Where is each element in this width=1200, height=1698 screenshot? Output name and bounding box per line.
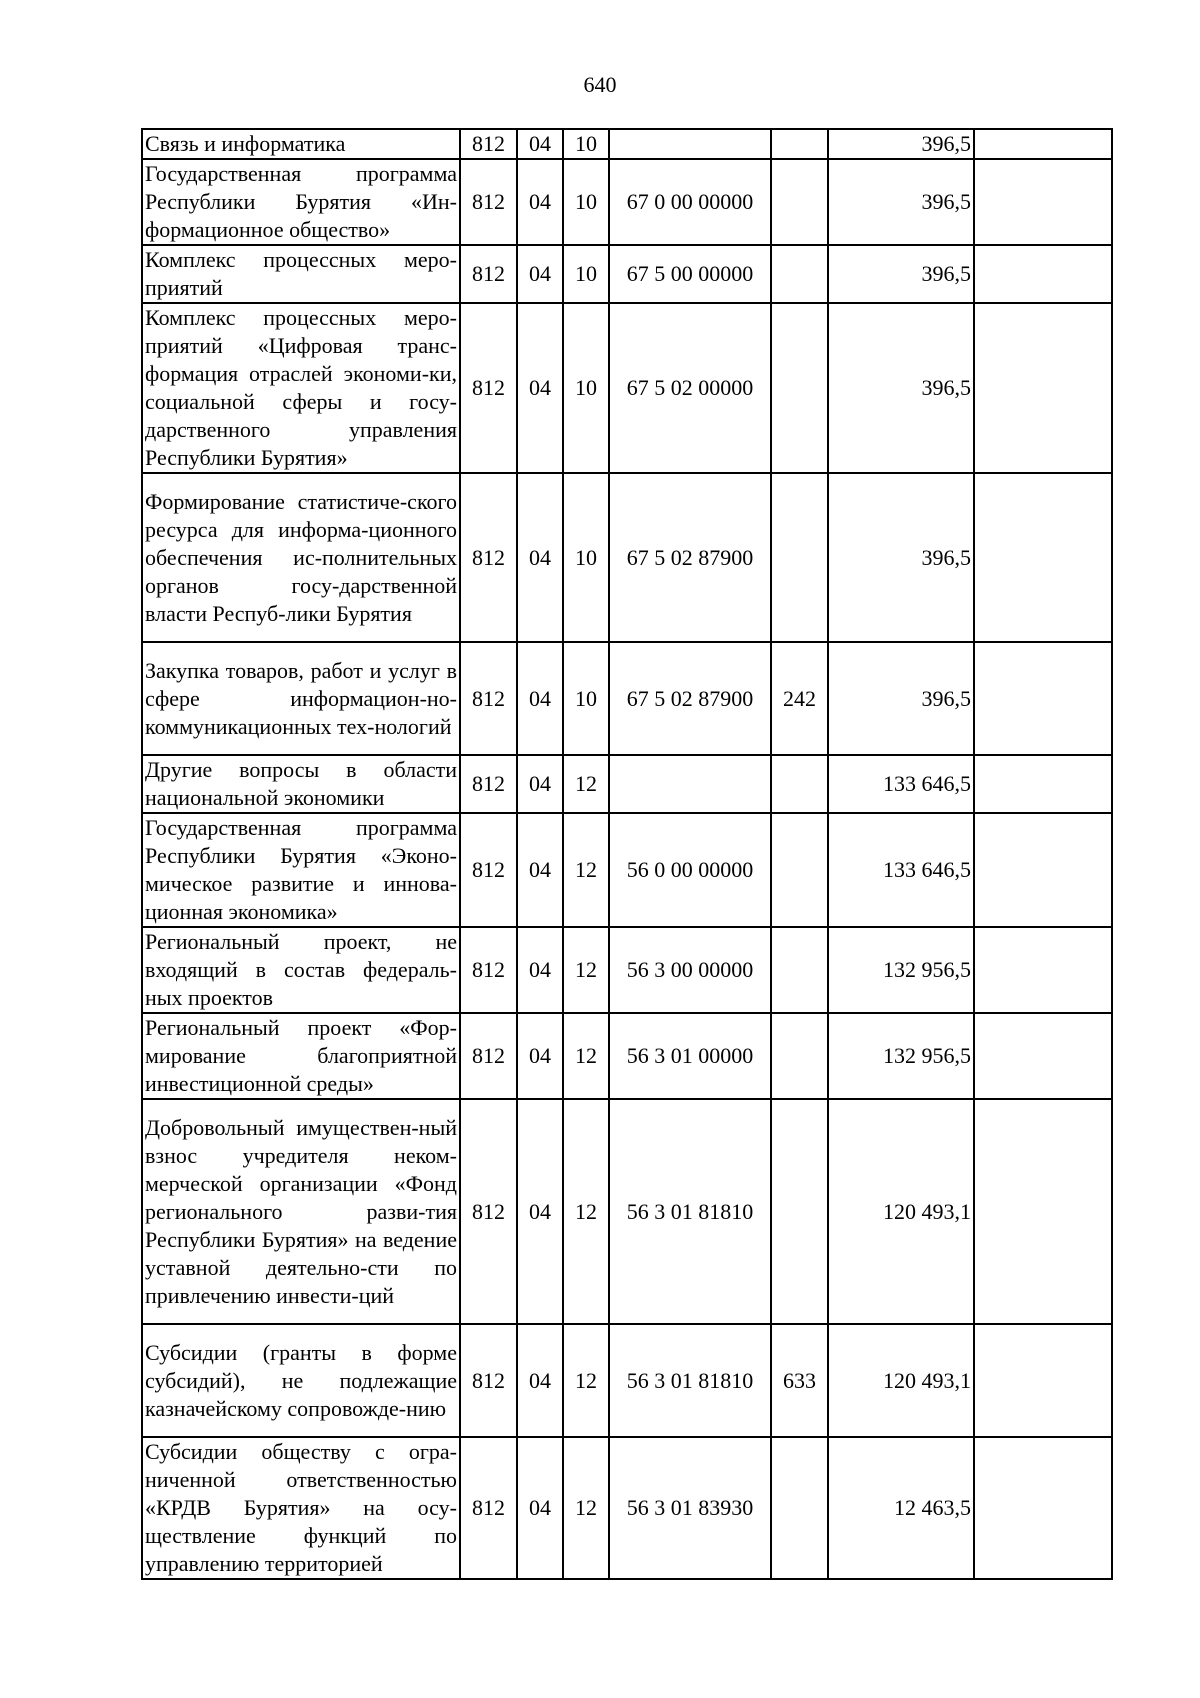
ministry-code-cell: 812 — [460, 813, 517, 927]
expense-type-cell — [771, 473, 828, 642]
target-article-cell: 67 5 02 87900 — [609, 473, 771, 642]
amount-cell: 396,5 — [828, 303, 974, 473]
budget-table — [141, 128, 1113, 1580]
section-code-cell: 04 — [517, 303, 563, 473]
ministry-code-cell: 812 — [460, 1099, 517, 1324]
ministry-code-cell: 812 — [460, 927, 517, 1013]
expense-type-cell — [771, 755, 828, 813]
table-body — [142, 129, 1112, 1579]
amount-cell: 396,5 — [828, 642, 974, 755]
section-code-cell: 04 — [517, 1324, 563, 1437]
table-row — [142, 245, 1112, 303]
expense-type-cell — [771, 129, 828, 159]
amount-cell: 396,5 — [828, 129, 974, 159]
extra-amount-cell — [974, 159, 1112, 245]
table-row — [142, 927, 1112, 1013]
target-article-cell: 67 5 02 87900 — [609, 642, 771, 755]
target-article-cell: 67 5 00 00000 — [609, 245, 771, 303]
table-row — [142, 1437, 1112, 1579]
ministry-code-cell: 812 — [460, 303, 517, 473]
ministry-code-cell: 812 — [460, 473, 517, 642]
target-article-cell: 56 3 01 81810 — [609, 1324, 771, 1437]
table-row — [142, 813, 1112, 927]
table-row — [142, 1013, 1112, 1099]
extra-amount-cell — [974, 1013, 1112, 1099]
row-name-cell: Закупка товаров, работ и услуг в сфере информацион-но-коммуникационных тех-нологий — [142, 642, 460, 755]
row-name-cell: Государственная программа Республики Бурятия «Эконо-мическое развитие и иннова-ционная экономика» — [142, 813, 460, 927]
subsection-code-cell: 10 — [563, 159, 609, 245]
expense-type-cell — [771, 1437, 828, 1579]
target-article-cell: 56 0 00 00000 — [609, 813, 771, 927]
ministry-code-cell: 812 — [460, 1324, 517, 1437]
section-code-cell: 04 — [517, 1437, 563, 1579]
expense-type-cell — [771, 245, 828, 303]
expense-type-cell — [771, 1013, 828, 1099]
target-article-cell: 56 3 01 00000 — [609, 1013, 771, 1099]
section-code-cell: 04 — [517, 245, 563, 303]
target-article-cell: 67 0 00 00000 — [609, 159, 771, 245]
ministry-code-cell: 812 — [460, 1437, 517, 1579]
subsection-code-cell: 12 — [563, 927, 609, 1013]
extra-amount-cell — [974, 245, 1112, 303]
row-name-cell: Государственная программа Республики Бурятия «Ин-формационное общество» — [142, 159, 460, 245]
row-name-cell: Комплекс процессных меро-приятий «Цифровая транс-формация отраслей экономи-ки, социальной сферы и госу-дарственного управления Республики Бурятия» — [142, 303, 460, 473]
amount-cell: 133 646,5 — [828, 755, 974, 813]
target-article-cell — [609, 129, 771, 159]
target-article-cell: 56 3 00 00000 — [609, 927, 771, 1013]
target-article-cell: 56 3 01 83930 — [609, 1437, 771, 1579]
row-name-cell: Региональный проект, не входящий в состав федераль-ных проектов — [142, 927, 460, 1013]
ministry-code-cell: 812 — [460, 1013, 517, 1099]
table-row — [142, 755, 1112, 813]
amount-cell: 132 956,5 — [828, 1013, 974, 1099]
expense-type-cell — [771, 927, 828, 1013]
extra-amount-cell — [974, 927, 1112, 1013]
subsection-code-cell: 10 — [563, 129, 609, 159]
table-row — [142, 1099, 1112, 1324]
amount-cell: 132 956,5 — [828, 927, 974, 1013]
extra-amount-cell — [974, 129, 1112, 159]
subsection-code-cell: 10 — [563, 245, 609, 303]
target-article-cell: 67 5 02 00000 — [609, 303, 771, 473]
section-code-cell: 04 — [517, 129, 563, 159]
row-name-cell: Субсидии обществу с огра-ниченной ответственностью «КРДВ Бурятия» на осу-ществление функций по управлению территорией — [142, 1437, 460, 1579]
table-row — [142, 303, 1112, 473]
amount-cell: 120 493,1 — [828, 1324, 974, 1437]
ministry-code-cell: 812 — [460, 159, 517, 245]
extra-amount-cell — [974, 473, 1112, 642]
extra-amount-cell — [974, 303, 1112, 473]
target-article-cell: 56 3 01 81810 — [609, 1099, 771, 1324]
extra-amount-cell — [974, 1324, 1112, 1437]
expense-type-cell: 242 — [771, 642, 828, 755]
row-name-cell: Комплекс процессных меро-приятий — [142, 245, 460, 303]
table-row — [142, 159, 1112, 245]
section-code-cell: 04 — [517, 813, 563, 927]
subsection-code-cell: 10 — [563, 473, 609, 642]
extra-amount-cell — [974, 1437, 1112, 1579]
table-row — [142, 129, 1112, 159]
section-code-cell: 04 — [517, 1099, 563, 1324]
row-name-cell: Другие вопросы в области национальной экономики — [142, 755, 460, 813]
amount-cell: 120 493,1 — [828, 1099, 974, 1324]
subsection-code-cell: 12 — [563, 1437, 609, 1579]
section-code-cell: 04 — [517, 1013, 563, 1099]
subsection-code-cell: 10 — [563, 642, 609, 755]
row-name-cell: Связь и информатика — [142, 129, 460, 159]
ministry-code-cell: 812 — [460, 245, 517, 303]
ministry-code-cell: 812 — [460, 755, 517, 813]
expense-type-cell — [771, 813, 828, 927]
page-number: 640 — [583, 72, 617, 97]
extra-amount-cell — [974, 1099, 1112, 1324]
subsection-code-cell: 12 — [563, 813, 609, 927]
section-code-cell: 04 — [517, 642, 563, 755]
amount-cell: 12 463,5 — [828, 1437, 974, 1579]
expense-type-cell — [771, 159, 828, 245]
ministry-code-cell: 812 — [460, 129, 517, 159]
table-row — [142, 1324, 1112, 1437]
amount-cell: 396,5 — [828, 473, 974, 642]
section-code-cell: 04 — [517, 755, 563, 813]
table-row — [142, 473, 1112, 642]
subsection-code-cell: 12 — [563, 1013, 609, 1099]
target-article-cell — [609, 755, 771, 813]
extra-amount-cell — [974, 642, 1112, 755]
subsection-code-cell: 12 — [563, 1099, 609, 1324]
extra-amount-cell — [974, 755, 1112, 813]
expense-type-cell — [771, 303, 828, 473]
extra-amount-cell — [974, 813, 1112, 927]
table-row — [142, 642, 1112, 755]
subsection-code-cell: 12 — [563, 1324, 609, 1437]
amount-cell: 133 646,5 — [828, 813, 974, 927]
row-name-cell: Субсидии (гранты в форме субсидий), не подлежащие казначейскому сопровожде-нию — [142, 1324, 460, 1437]
amount-cell: 396,5 — [828, 159, 974, 245]
subsection-code-cell: 12 — [563, 755, 609, 813]
section-code-cell: 04 — [517, 473, 563, 642]
row-name-cell: Формирование статистиче-ского ресурса для информа-ционного обеспечения ис-полнительных органов госу-дарственной власти Респуб-лики Бурятия — [142, 473, 460, 642]
section-code-cell: 04 — [517, 927, 563, 1013]
subsection-code-cell: 10 — [563, 303, 609, 473]
expense-type-cell: 633 — [771, 1324, 828, 1437]
expense-type-cell — [771, 1099, 828, 1324]
section-code-cell: 04 — [517, 159, 563, 245]
ministry-code-cell: 812 — [460, 642, 517, 755]
row-name-cell: Региональный проект «Фор-мирование благоприятной инвестиционной среды» — [142, 1013, 460, 1099]
amount-cell: 396,5 — [828, 245, 974, 303]
row-name-cell: Добровольный имуществен-ный взнос учредителя неком-мерческой организации «Фонд регионального разви-тия Республики Бурятия» на ведение уставной деятельно-сти по привлечению инвести-ций — [142, 1099, 460, 1324]
